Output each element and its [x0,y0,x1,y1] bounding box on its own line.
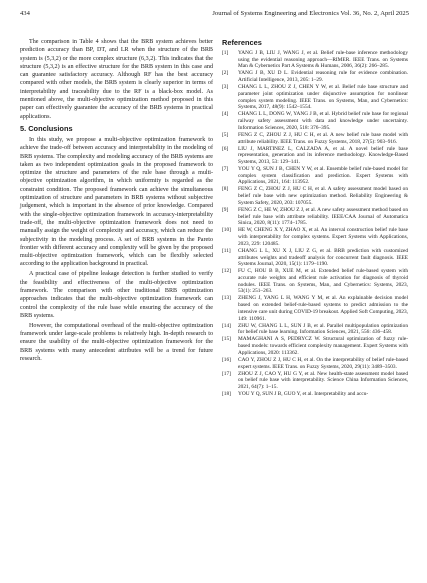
reference-text: YOU Y Q, SUN J B, CHEN Y W, et al. Ensemble belief rule-based model for complex system classification and prediction. Expert Systems with Applications, 2021, 164: 113952. [238,166,408,186]
reference-text: HE W, CHENG X Y, ZHAO X, et al. An interval construction belief rule base with interpretability for complex systems. Expert Systems with Applications, 2023, 229: 120485. [238,227,408,247]
reference-item [222,111,408,131]
reference-number: [16] [222,356,231,363]
page-header [20,10,409,20]
reference-text: YANG J B, LIU J, WANG J, et al. Belief rule-base inference methodology using the evidential reasoning approach—RIMER. IEEE Trans. on Systems Man & Cybernetics Part A Systems & Humans, 2006, 36(2): 266–285. [238,50,408,70]
reference-number: [14] [222,322,231,329]
reference-text: CAO Y, ZHOU Z J, HU C H, et al. On the interpretability of belief rule-based expert systems. IEEE Trans. on Fuzzy Systems, 2020, 29(11): 3489–3503. [238,356,408,370]
reference-text: CHANG L L, XU X J, LIU Z G, et al. BRB prediction with customized attributes weights and tradeoff analysis for concurrent fault diagnosis. IEEE Systems Journal, 2020, 15(1): 1179–1190. [238,247,408,268]
reference-item [222,371,408,391]
reference-number: [3] [222,84,229,91]
reference-item [222,166,408,186]
reference-text: ZHENG J, YANG L H, WANG Y M, et al. An explainable decision model based on extended belief-rule-based systems to predict admission to the intensive care unit during COVID-19 breakout. Applied Soft Computing, 2023, 149: 110961. [238,295,408,322]
reference-item [222,132,408,145]
reference-item [222,70,408,83]
reference-number: [10] [222,227,231,234]
reference-text: FENG Z C, ZHOU Z J, HU C H, et al. A safety assessment model based on belief rule base with new optimization method. Reliability Engineering & System Safety, 2020, 203: 107055. [238,186,408,206]
reference-number: [13] [222,295,231,302]
reference-number: [7] [222,166,229,173]
reference-number: [18] [222,391,231,397]
reference-number: [4] [222,111,229,118]
references-title: References [222,38,262,47]
reference-text: ZHU W, CHANG L L, SUN J B, et al. Parallel multipopulation optimization for belief rule base learning. Information Sciences, 2021, 556: 436–458. [238,322,408,336]
reference-number: [17] [222,370,231,377]
reference-number: [6] [222,145,229,152]
reference-item [222,227,408,247]
reference-number: [15] [222,336,231,343]
paragraph-conclusion-1: In this study, we propose a multi-objective optimization framework to achieve the trade-off between accuracy and interpretability in the modeling of BRB systems. The complexity and modeling accuracy of the BRB systems are taken as two independent optimization goals in the proposed framework to optimize the structure and parameters of the rule base through a multi-objective optimization algorithm, in which uniformity is regarded as the constraint condition. The proposed framework can achieve the simultaneous optimization of structure and parameters in BRB systems without subjective judgement, which is important in the absence of prior knowledge. Compared with the single-objective optimization framework in accuracy-interpretability trade-off, the multi-objective optimization framework does not need to manually assign the weight of complexity and accuracy, which can reduce the subjectivity in the modeling process. A set of BRB systems in the Pareto frontier with different accuracy and complexity will be given by the proposed multi-objective optimization framework, which can be flexibly selected according to the application background in practical. [20,136,213,268]
reference-item [222,186,408,206]
paragraph-conclusion-3: However, the computational overhead of the multi-objective optimization framework under large-scale problems is relatively high. In-depth research to ensure the usability of the multi-objective optimization framework for the BRB systems with many antecedent attributes will be a trend for future research. [20,322,213,362]
journal-title: Journal of Systems Engineering and Electronics Vol. 36, No. 2, April 2025 [212,10,409,17]
reference-text: CHANG L L, DONG W, YANG J B, et al. Hybrid belief rule base for regional railway safety assessment with data and knowledge under uncertainty. Information Sciences, 2020, 518: 376–395. [238,111,408,131]
reference-item [222,146,408,166]
reference-text: CHANG L L, ZHOU Z J, CHEN Y W, et al. Belief rule base structure and parameter joint optimization under disjunctive assumption for nonlinear complex system modeling. IEEE Trans. on Systems, Man, and Cybernetics: Systems, 2017, 48(9): 1542–1554. [238,84,408,111]
reference-item [222,323,408,336]
reference-text: LIU J, MARTINEZ L, CALZADA A, et al. A novel belief rule base representation, generation and its inference methodology. Knowledge-Based Systems, 2013, 53: 129–141. [238,145,408,165]
reference-number: [11] [222,247,231,254]
reference-number: [12] [222,268,231,275]
references-column [222,38,408,398]
paragraph-results: The comparison in Table 4 shows that the BRB system achieves better prediction accuracy than BP, DT, and LR when the structure of the BRB system is (5,3,2) or the more complex structure (6,3,2). This indicates that the structure (5,3,2) is an effective structure for the BRB system in this case and can guarantee satisfactory accuracy. Although RF has the best accuracy compared with other models, the BRB system is clearly superior in terms of interpretability and traceability due to the RF is a black-box model. As mentioned above, the multi-objective optimization method proposed in this paper can effectively guarantee the accuracy of the BRB systems in practical applications. [20,39,213,120]
reference-text: ZHOU Z J, CAO Y, HU G Y, et al. New health-state assessment model based on belief rule base with interpretability. Science China Information Sciences, 2021, 64(7): 1–15. [238,370,408,390]
section-title-conclusions: 5. Conclusions [20,123,73,133]
reference-number: [9] [222,206,229,213]
reference-list [222,50,408,398]
reference-item [222,336,408,356]
reference-text: MAMAGHANI A S, PEDRYCZ W. Structural optimization of fuzzy rule-based models: towards efficient complexity management. Expert Systems with Applications, 2020: 113362. [238,336,408,356]
reference-text: FU C, HOU B B, XUE M, et al. Extended belief rule-based system with accurate rule weights and efficient rule activation for diagnosis of thyroid nodules. IEEE Trans. on Systems, Man, and Cybernetics: Systems, 2023, 53(1): 251–263. [238,268,408,295]
reference-number: [1] [222,50,229,56]
page-number: 434 [20,10,30,17]
reference-item [222,268,408,295]
left-column [20,38,213,365]
reference-number: [2] [222,70,229,77]
reference-text: YANG J B, XU D L. Evidential reasoning rule for evidence combination. Artificial Intelligence, 2013, 205: 1–29. [238,70,408,84]
paragraph-conclusion-2: A practical case of pipeline leakage detection is further studied to verify the feasibility and effectiveness of the multi-objective optimization framework. The comparison with other traditional BRB optimization approaches indicates that the multi-objective optimization framework can control the complexity of the rule base while ensuring the accuracy of the BRB systems. [20,271,213,319]
reference-item [222,50,408,70]
reference-number: [5] [222,131,229,138]
reference-item [222,84,408,111]
reference-number: [8] [222,186,229,193]
reference-item [222,248,408,268]
reference-item [222,295,408,322]
reference-text: YOU Y Q, SUN J B, GUO Y, et al. Interpretability and accu- [238,391,369,397]
reference-text: FENG Z C, HE W, ZHOU Z J, et al. A new safety assessment method based on belief rule base with attribute reliability. IEEE/CAA Journal of Automatica Sinica, 2020, 8(11): 1774–1785. [238,206,408,227]
reference-item [222,391,408,398]
reference-item [222,357,408,370]
reference-item [222,207,408,227]
reference-text: FENG Z C, ZHOU Z J, HU C H, et al. A new belief rule base model with attribute reliability. IEEE Trans. on Fuzzy Systems, 2018, 27(5): 903–916. [238,131,408,145]
